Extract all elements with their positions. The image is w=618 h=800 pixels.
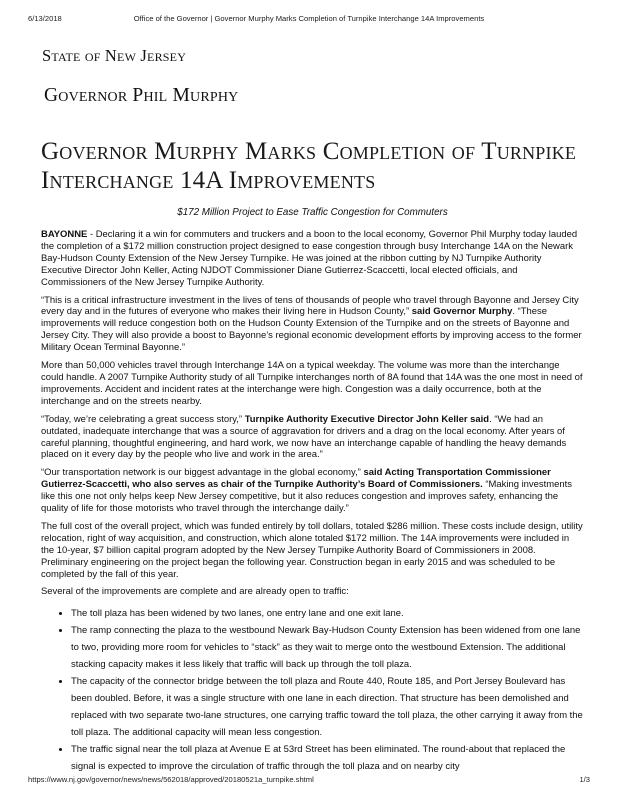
print-header <box>28 14 590 26</box>
quote-text: “Our transportation network is our biggest advantage in the global economy,” <box>41 467 364 479</box>
paragraph-5 <box>41 467 584 515</box>
press-release-subtitle: $172 Million Project to Ease Traffic Congestion for Commuters <box>177 207 448 218</box>
state-name[interactable]: State of New Jersey <box>42 46 187 65</box>
print-url: https://www.nj.gov/governor/news/news/562018/approved/20180521a_turnpike.shtml <box>28 775 314 784</box>
quote-text: . “These improvements will reduce congestion both on the Hudson County Extension of the Turnpike and on the streets of Bayonne and Jersey City. They will also provide a boost to Bayonne’s regional economic development efforts by improving access to the former Military Ocean Terminal Bayonne.” <box>41 306 582 354</box>
page-number: 1/3 <box>579 775 590 784</box>
print-footer <box>28 775 590 787</box>
speaker-attribution: said Acting Transportation Commissioner Gutierrez-Scaccetti, who also serves as chair of the Turnpike Authority’s Board of Commissioners. <box>41 467 551 491</box>
speaker-attribution: Turnpike Authority Executive Director John Keller said <box>244 413 490 425</box>
page-content <box>41 46 584 775</box>
quote-text: “Today, we’re celebrating a great success story,” <box>41 413 245 425</box>
dateline: BAYONNE <box>41 229 88 240</box>
quote-text: “Making investments like this one not only helps keep New Jersey competitive, but it also reduces congestion and improves safety, enhancing the quality of life for those motorists who travel through the interchange daily.” <box>41 479 572 515</box>
quote-text: . “We had an outdated, inadequate interchange that was a source of aggravation for drivers and a drag on the local economy. After years of careful planning, thoughtful engineering, and hard work, we now have an interchange capable of handling the heavy demands placed on it every day by the people who live and work in the area.” <box>41 413 567 461</box>
speaker-attribution: said Governor Murphy <box>411 306 513 318</box>
paragraph-6: The full cost of the overall project, which was funded entirely by toll dollars, totaled $286 million. These costs include design, utility relocation, right of way acquisition, and construction, which alone totaled $172 million. The 14A improvements were included in the 10-year, $7 billion capital program adopted by the New Jersey Turnpike Authority Board of Commissioners in 2008. Preliminary engineering on the project began the following year. Construction began in early 2015 and was scheduled to be completed by the fall of this year. <box>41 520 583 580</box>
print-page-title: Office of the Governor | Governor Murphy Marks Completion of Turnpike Interchange 14A Improvements <box>133 14 485 23</box>
print-date: 6/13/2018 <box>28 14 62 23</box>
paragraph-7: Several of the improvements are complete and are already open to traffic: <box>41 586 349 598</box>
paragraph-text: - Declaring it a win for commuters and truckers and a boon to the local economy, Governor Phil Murphy today lauded the completion of a $172 million construction project designed to ease congestion through busy Interchange 14A on the Newark Bay-Hudson County Extension of the New Jersey Turnpike. He was joined at the ribbon cutting by NJ Turnpike Authority Executive Director John Keller, Acting NJDOT Commissioner Diane Gutierrez-Scaccetti, local elected officials, and Commissioners of the New Jersey Turnpike Authority. <box>41 229 578 288</box>
list-item: • The capacity of the connector bridge between the toll plaza and Route 440, Route 185, and Port Jersey Boulevard has been doubled. Before, it was a single structure with one lane in each direction. That structure has been demolished and replaced with two separate two-lane structures, one carrying traffic toward the toll plaza, the other carrying it away from the toll plaza. The additional capacity will mean less congestion. <box>71 673 584 741</box>
list-item: • The toll plaza has been widened by two lanes, one entry lane and one exit lane. <box>71 605 584 622</box>
press-release-title: Governor Murphy Marks Completion of Turnpike Interchange 14A Improvements <box>41 138 577 194</box>
paragraph-4 <box>41 414 584 462</box>
paragraph-2 <box>41 295 584 355</box>
paragraph-1 <box>41 229 584 289</box>
governor-name[interactable]: Governor Phil Murphy <box>44 85 239 106</box>
list-item: • The ramp connecting the plaza to the westbound Newark Bay-Hudson County Extension has been widened from one lane to two, providing more room for vehicles to “stack” as they wait to merge onto the westbound Extension. The additional stacking capacity makes it less likely that traffic will back up through the toll plaza. <box>71 622 584 673</box>
article-body <box>41 229 584 775</box>
quote-text: “This is a critical infrastructure investment in the lives of tens of thousands of people who travel through Bayonne and Jersey City every day and in the futures of everyone who makes their living here in Hudson County,” <box>41 294 579 318</box>
list-item: • The traffic signal near the toll plaza at Avenue E at 53rd Street has been eliminated. The round-about that replaced the signal is expected to improve the circulation of traffic through the toll plaza and on nearby city <box>71 741 584 775</box>
improvements-list <box>41 605 584 775</box>
paragraph-3: More than 50,000 vehicles travel through Interchange 14A on a typical weekday. The volume was more than the interchange could handle. A 2007 Turnpike Authority study of all Turnpike interchanges north of 8A found that 14A was the one most in need of improvements. Accident and incident rates at the interchange were high. Congestion was a daily occurrence, both at the interchange and on the streets nearby. <box>41 360 583 407</box>
